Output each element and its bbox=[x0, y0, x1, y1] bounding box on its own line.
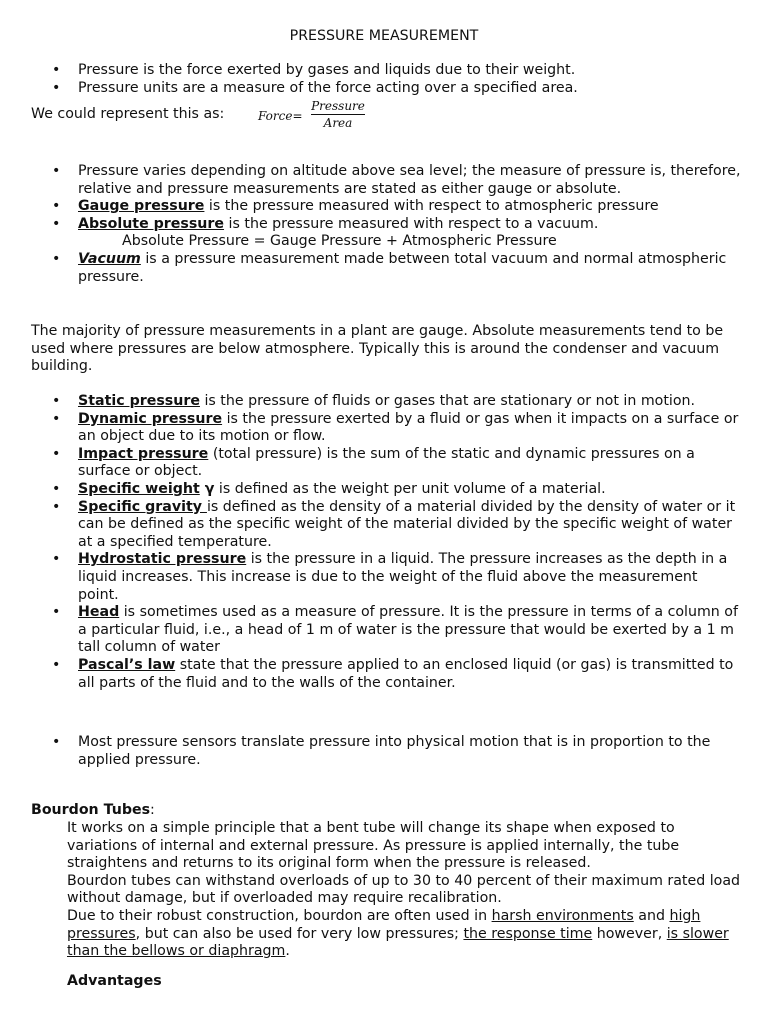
list-item bbox=[52, 393, 742, 411]
bourdon-paragraph-3 bbox=[67, 908, 747, 961]
pressure-types-list bbox=[52, 163, 742, 286]
definition-text: is a pressure measurement made between total vacuum and normal atmospheric pressure. bbox=[78, 250, 727, 285]
bourdon-paragraph-2: Bourdon tubes can withstand overloads of up to 30 to 40 percent of their maximum rated load without damage, but if overloaded may require recalibration. bbox=[67, 872, 741, 907]
absolute-formula: Absolute Pressure = Gauge Pressure + Atmospheric Pressure bbox=[122, 233, 557, 250]
list-item bbox=[52, 251, 742, 286]
intro-bullet-list bbox=[52, 62, 742, 97]
bourdon-heading-line bbox=[31, 802, 741, 820]
term-dynamic-pressure: Dynamic pressure bbox=[78, 410, 223, 427]
definition-text: (total pressure) is the sum of the static and dynamic pressures on a surface or object. bbox=[78, 445, 695, 480]
term-static-pressure: Static pressure bbox=[78, 393, 200, 409]
sensor-bullet-list bbox=[52, 734, 742, 769]
definition-text: is sometimes used as a measure of pressure. It is the pressure in terms of a column of a particular fluid, i.e., a head of 1 m of water is the pressure that would be exerted by a 1 m tall column of water bbox=[78, 604, 738, 656]
list-item bbox=[52, 551, 742, 604]
formula-lead: We could represent this as: bbox=[31, 106, 225, 122]
term-head: Head bbox=[78, 604, 120, 621]
list-item bbox=[52, 604, 742, 657]
underlined-harsh-environments: harsh environments bbox=[491, 907, 634, 924]
term-specific-weight: Specific weight bbox=[78, 480, 200, 497]
definition-text: is defined as the density of a material divided by the density of water or it can be defined as the specific weight of the material divided by the specific weight of water at a specified temperature. bbox=[78, 498, 736, 550]
list-item: • Most pressure sensors translate pressure into physical motion that is in proportion to the applied pressure. bbox=[52, 734, 742, 769]
list-item bbox=[52, 446, 742, 481]
term-specific-gravity: Specific gravity bbox=[78, 498, 207, 515]
list-item bbox=[52, 216, 742, 251]
list-item bbox=[52, 411, 742, 446]
definition-text: is the pressure measured with respect to atmospheric pressure bbox=[204, 198, 659, 215]
definition-text: is defined as the weight per unit volume of a material. bbox=[214, 480, 606, 497]
list-item bbox=[52, 499, 742, 552]
underlined-response-time: the response time bbox=[463, 925, 593, 942]
term-pascals-law: Pascal’s law bbox=[78, 656, 176, 673]
formula-denominator: Area bbox=[323, 116, 353, 130]
term-gauge-pressure: Gauge pressure bbox=[78, 198, 205, 215]
text-run: however, bbox=[592, 925, 667, 942]
list-item bbox=[52, 481, 742, 499]
underlined-slower-than: is slower than the bellows or diaphragm bbox=[67, 925, 729, 960]
list-item: • Pressure units are a measure of the force acting over a specified area. bbox=[52, 80, 742, 98]
formula-numerator: Pressure bbox=[311, 99, 365, 113]
term-absolute-pressure: Absolute pressure bbox=[78, 215, 225, 232]
advantages-heading: Advantages bbox=[67, 973, 162, 989]
definition-text: is the pressure of fluids or gases that are stationary or not in motion. bbox=[199, 393, 696, 409]
definition-text: is the pressure in a liquid. The pressure increases as the depth in a liquid increases. This increase is due to the weight of the fluid above the measurement point. bbox=[78, 551, 728, 603]
term-impact-pressure: Impact pressure bbox=[78, 445, 209, 462]
text-run: Due to their robust construction, bourdon are often used in bbox=[67, 907, 492, 924]
plant-measurement-paragraph: The majority of pressure measurements in a plant are gauge. Absolute measurements tend to be used where pressures are below atmosphere. Typically this is around the condenser and vacuum building. bbox=[31, 323, 724, 375]
definitions-list bbox=[52, 393, 742, 692]
list-item: • Pressure is the force exerted by gases and liquids due to their weight. bbox=[52, 62, 742, 80]
formula-lhs: Force= bbox=[258, 109, 303, 123]
bourdon-paragraph-1: It works on a simple principle that a bent tube will change its shape when exposed to variations of internal and external pressure. As pressure is applied internally, the tube straightens and returns to its original form when the pressure is released. bbox=[67, 820, 680, 872]
list-item: • Pressure varies depending on altitude above sea level; the measure of pressure is, therefore, relative and pressure measurements are stated as either gauge or absolute. bbox=[52, 163, 742, 198]
page-title: PRESSURE MEASUREMENT bbox=[289, 28, 479, 44]
bourdon-heading: Bourdon Tubes bbox=[31, 802, 151, 818]
list-item bbox=[52, 198, 742, 216]
bourdon-body bbox=[67, 820, 747, 961]
text-run: , but can also be used for very low pressures; bbox=[135, 925, 464, 942]
definition-text: state that the pressure applied to an enclosed liquid (or gas) is transmitted to all parts of the fluid and to the walls of the container. bbox=[78, 656, 734, 691]
gamma-symbol: γ bbox=[199, 480, 215, 497]
heading-colon: : bbox=[150, 802, 155, 818]
text-run: and bbox=[633, 907, 670, 924]
term-vacuum: Vacuum bbox=[78, 250, 141, 267]
definition-text: is the pressure exerted by a fluid or gas when it impacts on a surface or an object due to its motion or flow. bbox=[78, 410, 739, 445]
list-item bbox=[52, 657, 742, 692]
underlined-high-pressures: high pressures bbox=[67, 907, 701, 942]
definition-text: is the pressure measured with respect to a vacuum. bbox=[224, 215, 599, 232]
text-run: . bbox=[285, 943, 290, 960]
term-hydrostatic-pressure: Hydrostatic pressure bbox=[78, 551, 247, 568]
